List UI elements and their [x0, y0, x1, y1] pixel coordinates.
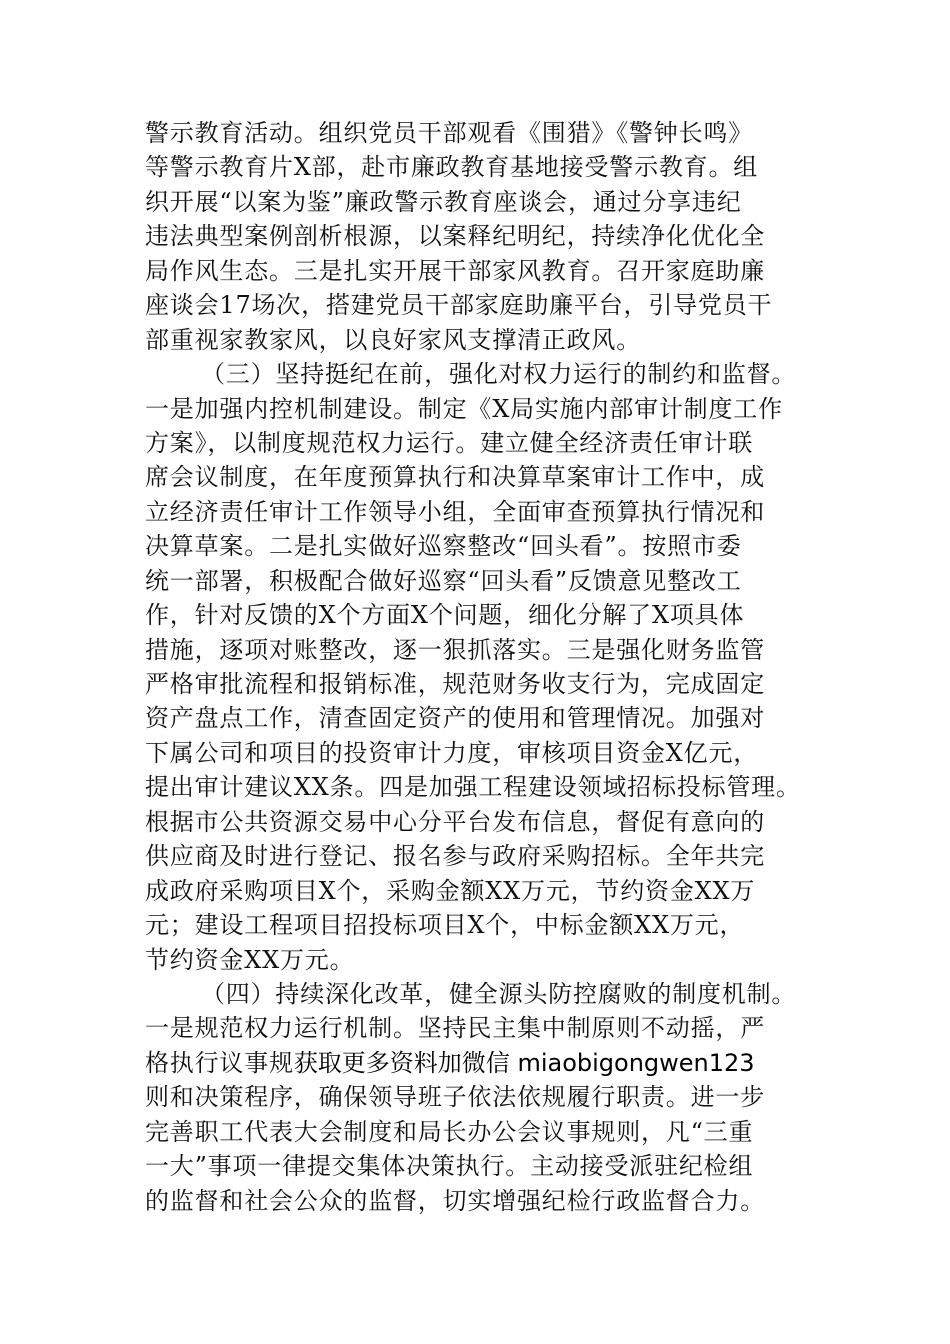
text-line-with-watermark	[145, 1046, 825, 1080]
text-line: 警示教育活动。组织党员干部观看《围猎》《警钟长鸣》	[145, 119, 753, 147]
text-line: 成政府采购项目X个，采购金额XX万元，节约资金XX万	[145, 876, 756, 905]
text-line: 资产盘点工作，清查固定资产的使用和管理情况。加强对	[145, 704, 765, 733]
text-line: 立经济责任审计工作领导小组，全面审查预算执行情况和	[145, 497, 765, 526]
text-line: 一大”事项一律提交集体决策执行。主动接受派驻纪检组	[145, 1152, 754, 1181]
text-line: 局作风生态。三是扎实开展干部家风教育。召开家庭助廉	[145, 256, 765, 285]
text-line: 元；建设工程项目招投标项目X个，中标金额XX万元，	[145, 911, 745, 940]
text-line: 统一部署，积极配合做好巡察“回头看”反馈意见整改工	[145, 566, 742, 595]
text-line: 供应商及时进行登记、报名参与政府采购招标。全年共完	[145, 842, 765, 871]
text-line: 下属公司和项目的投资审计力度，审核项目资金X亿元，	[145, 738, 759, 767]
section-heading-3: （三）坚持挺纪在前，强化对权力运行的制约和监督。	[201, 360, 797, 389]
text-line: 严格审批流程和报销标准，规范财务收支行为，完成固定	[145, 670, 765, 698]
text-line: 作，针对反馈的X个方面X个问题，细化分解了X项具体	[145, 601, 745, 630]
text-line: 织开展“以案为鉴”廉政警示教育座谈会，通过分享违纪	[145, 187, 742, 216]
text-line: 提出审计建议XX条。四是加强工程建设领域招标投标管理。	[145, 773, 801, 802]
watermark-text: 获取更多资料加微信 miaobigongwen123	[293, 1048, 755, 1077]
text-line: 措施，逐项对账整改，逐一狠抓落实。三是强化财务监管	[145, 635, 765, 664]
text-line: 席会议制度，在年度预算执行和决算草案审计工作中，成	[145, 463, 765, 492]
text-line: 节约资金XX万元。	[145, 945, 355, 974]
text-line: 一是加强内控机制建设。制定《X局实施内部审计制度工作	[145, 394, 783, 423]
text-line: 则和决策程序，确保领导班子依法依规履行职责。进一步	[145, 1083, 765, 1112]
text-line: 部重视家教家风，以良好家风支撑清正政风。	[145, 325, 641, 354]
text-fragment: 格执行议事规	[145, 1048, 294, 1077]
text-line: 完善职工代表大会制度和局长办公会议事规则，凡“三重	[145, 1117, 754, 1146]
section-heading-4: （四）持续深化改革，健全源头防控腐败的制度机制。	[201, 979, 797, 1008]
text-line: 的监督和社会公众的监督，切实增强纪检行政监督合力。	[145, 1186, 765, 1215]
text-line: 方案》，以制度规范权力运行。建立健全经济责任审计联	[145, 428, 753, 457]
text-line: 等警示教育片X部，赴市廉政教育基地接受警示教育。组	[145, 153, 759, 182]
text-line: 座谈会17场次，搭建党员干部家庭助廉平台，引导党员干	[145, 291, 773, 320]
text-line: 违法典型案例剖析根源，以案释纪明纪，持续净化优化全	[145, 222, 765, 251]
text-line: 一是规范权力运行机制。坚持民主集中制原则不动摇，严	[145, 1014, 765, 1043]
body-text	[145, 116, 825, 1218]
text-line: 决算草案。二是扎实做好巡察整改“回头看”。按照市委	[145, 532, 742, 561]
text-line: 根据市公共资源交易中心分平台发布信息，督促有意向的	[145, 807, 765, 836]
